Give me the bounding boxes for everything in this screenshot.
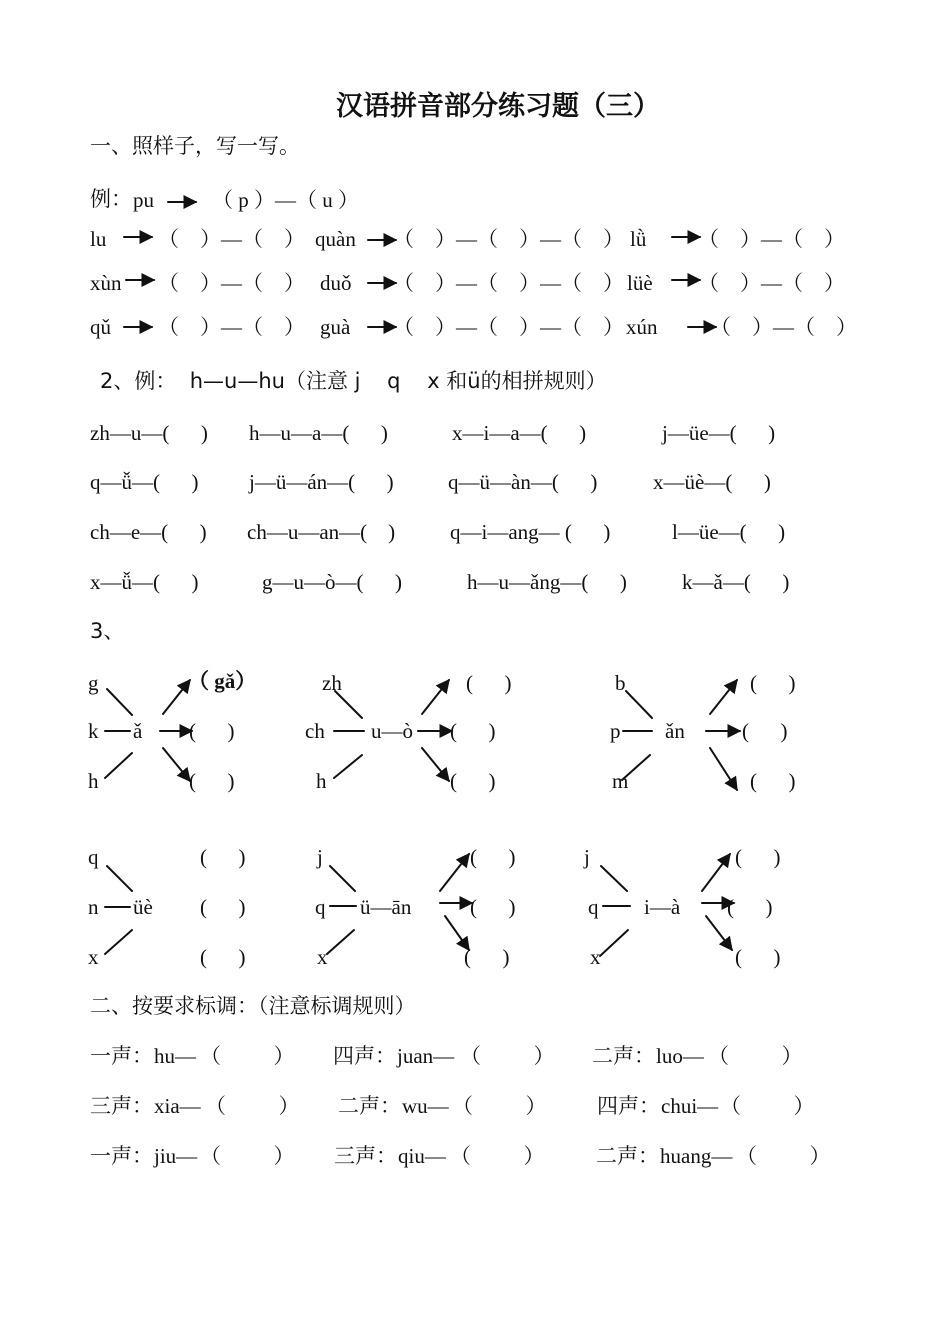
final-syllable: ǎn	[665, 719, 685, 743]
arrow-icon	[163, 748, 190, 781]
p1-syllable: xùn	[90, 271, 122, 295]
p2-item: j—ü—án—( )	[249, 470, 394, 494]
tone-blank: （ ）	[200, 1044, 295, 1068]
tone-label: 一声：	[90, 1144, 153, 1168]
answer-blank: ( )	[470, 895, 516, 919]
answer-blank: ( )	[200, 895, 246, 919]
answer-blank: ( )	[466, 671, 512, 695]
tone-label: 四声：	[333, 1044, 396, 1068]
answer-blank: ( )	[189, 769, 235, 793]
p2-item: l—üe—( )	[672, 520, 786, 544]
initial-letter: q	[88, 845, 99, 869]
tone-blank: （ ）	[450, 1144, 545, 1168]
final-syllable: u—ò	[371, 719, 413, 743]
tone-blank: （ ）	[452, 1094, 547, 1118]
initial-letter: g	[88, 671, 99, 695]
answer-blank: ( )	[200, 945, 246, 969]
section-heading-2: 2、例： h—u—hu（注意 j q x 和ü的相拼规则）	[100, 369, 607, 393]
page-title: 汉语拼音部分练习题（三）	[336, 91, 660, 122]
tone-syllable: hu—	[154, 1044, 196, 1068]
p2-item: ch—u—an—( )	[247, 520, 396, 544]
p1-blanks: （ ）—（ ）	[710, 315, 857, 339]
final-syllable: ü—ān	[360, 895, 412, 919]
arrow-icon	[163, 680, 190, 714]
initial-letter: h	[316, 769, 327, 793]
arrow-icon	[422, 680, 449, 714]
p1-syllable: guà	[320, 315, 351, 339]
answer-blank: ( )	[742, 719, 788, 743]
answer-blank: ( )	[735, 845, 781, 869]
p2-item: q—ǚ—( )	[90, 470, 199, 494]
section-heading-4: 二、按要求标调：（注意标调规则）	[90, 994, 416, 1018]
initial-letter: q	[588, 895, 599, 919]
p2-item: x—i—a—( )	[452, 421, 587, 445]
tone-label: 二声：	[592, 1044, 655, 1068]
example-answer: （ p ）—（ u ）	[212, 188, 359, 212]
arrow-icon	[710, 748, 737, 790]
initial-letter: p	[610, 719, 621, 743]
p2-item: x—ǚ—( )	[90, 570, 199, 594]
p1-syllable: quàn	[315, 227, 356, 251]
answer-blank: ( )	[750, 671, 796, 695]
p2-item: x—üè—( )	[653, 470, 771, 494]
p1-syllable: duǒ	[320, 271, 352, 295]
tone-label: 三声：	[90, 1094, 153, 1118]
p1-blanks: （ ）—（ ）	[158, 227, 305, 251]
tone-syllable: juan—	[397, 1044, 455, 1068]
p1-blanks: （ ）—（ ）—（ ）	[393, 315, 624, 339]
arrow-icon	[445, 916, 469, 950]
final-syllable: üè	[133, 895, 153, 919]
initial-letter: b	[615, 671, 626, 695]
p1-blanks: （ ）—（ ）	[698, 271, 845, 295]
tone-label: 一声：	[90, 1044, 153, 1068]
example-label: 例：	[90, 187, 132, 211]
answer-blank: ( )	[200, 845, 246, 869]
final-syllable: i—à	[644, 895, 681, 919]
tone-label: 三声：	[334, 1144, 397, 1168]
p2-item: ch—e—( )	[90, 520, 207, 544]
answer-blank: ( )	[735, 945, 781, 969]
tone-label: 四声：	[597, 1094, 660, 1118]
p1-blanks: （ ）—（ ）	[158, 315, 305, 339]
tone-blank: （ ）	[205, 1094, 300, 1118]
section-heading-1: 一、照样子，写一写。	[90, 134, 300, 158]
arrow-icon	[422, 748, 449, 781]
initial-letter: j	[317, 845, 323, 869]
initial-letter: m	[612, 769, 629, 793]
p1-syllable: lu	[90, 227, 107, 251]
initial-letter: n	[88, 895, 99, 919]
tone-syllable: xia—	[154, 1094, 201, 1118]
tone-label: 二声：	[596, 1144, 659, 1168]
answer-blank: ( )	[450, 719, 496, 743]
arrow-icon	[706, 916, 732, 950]
arrow-icon	[702, 854, 730, 891]
p1-blanks: （ ）—（ ）	[698, 227, 845, 251]
answer-blank: ( )	[464, 945, 510, 969]
answer-blank: ( )	[727, 895, 773, 919]
p1-syllable: lǜ	[630, 227, 647, 251]
p2-item: h—u—a—( )	[249, 421, 388, 445]
p2-item: g—u—ò—( )	[262, 570, 402, 594]
tone-label: 二声：	[338, 1094, 401, 1118]
answer-blank: ( )	[189, 719, 235, 743]
tone-syllable: wu—	[402, 1094, 449, 1118]
tone-blank: （ ）	[736, 1144, 831, 1168]
tone-syllable: qiu—	[398, 1144, 446, 1168]
initial-letter: x	[590, 945, 601, 969]
answer-blank: （ gǎ）	[188, 669, 257, 693]
tone-blank: （ ）	[460, 1044, 555, 1068]
initial-letter: h	[88, 769, 99, 793]
p2-item: zh—u—( )	[90, 421, 208, 445]
p1-blanks: （ ）—（ ）—（ ）	[393, 227, 624, 251]
p1-syllable: lüè	[627, 271, 653, 295]
tone-syllable: luo—	[656, 1044, 704, 1068]
tone-blank: （ ）	[720, 1094, 815, 1118]
initial-letter: x	[88, 945, 99, 969]
p2-item: h—u—ǎng—( )	[467, 570, 627, 594]
p1-blanks: （ ）—（ ）	[158, 271, 305, 295]
p1-syllable: qǔ	[90, 315, 111, 339]
answer-blank: ( )	[750, 769, 796, 793]
example-syllable: pu	[133, 188, 154, 212]
p1-blanks: （ ）—（ ）—（ ）	[393, 271, 624, 295]
tone-blank: （ ）	[200, 1144, 295, 1168]
initial-letter: x	[317, 945, 328, 969]
p2-item: q—i—ang— ( )	[450, 520, 611, 544]
section-heading-3: 3、	[90, 619, 125, 643]
p2-item: q—ü—àn—( )	[448, 470, 598, 494]
tone-syllable: jiu—	[154, 1144, 198, 1168]
arrow-icon	[710, 680, 737, 714]
p2-item: j—üe—( )	[662, 421, 776, 445]
initial-letter: q	[315, 895, 326, 919]
p2-item: k—ǎ—( )	[682, 570, 790, 594]
answer-blank: ( )	[450, 769, 496, 793]
initial-letter: j	[584, 845, 590, 869]
initial-letter: k	[88, 719, 99, 743]
tone-syllable: chui—	[661, 1094, 719, 1118]
answer-blank: ( )	[470, 845, 516, 869]
p1-syllable: xún	[626, 315, 658, 339]
arrow-icon	[440, 854, 469, 891]
initial-letter: ch	[305, 719, 325, 743]
tone-syllable: huang—	[660, 1144, 733, 1168]
tone-blank: （ ）	[708, 1044, 803, 1068]
final-syllable: ǎ	[133, 719, 143, 743]
initial-letter: zh	[322, 671, 342, 695]
